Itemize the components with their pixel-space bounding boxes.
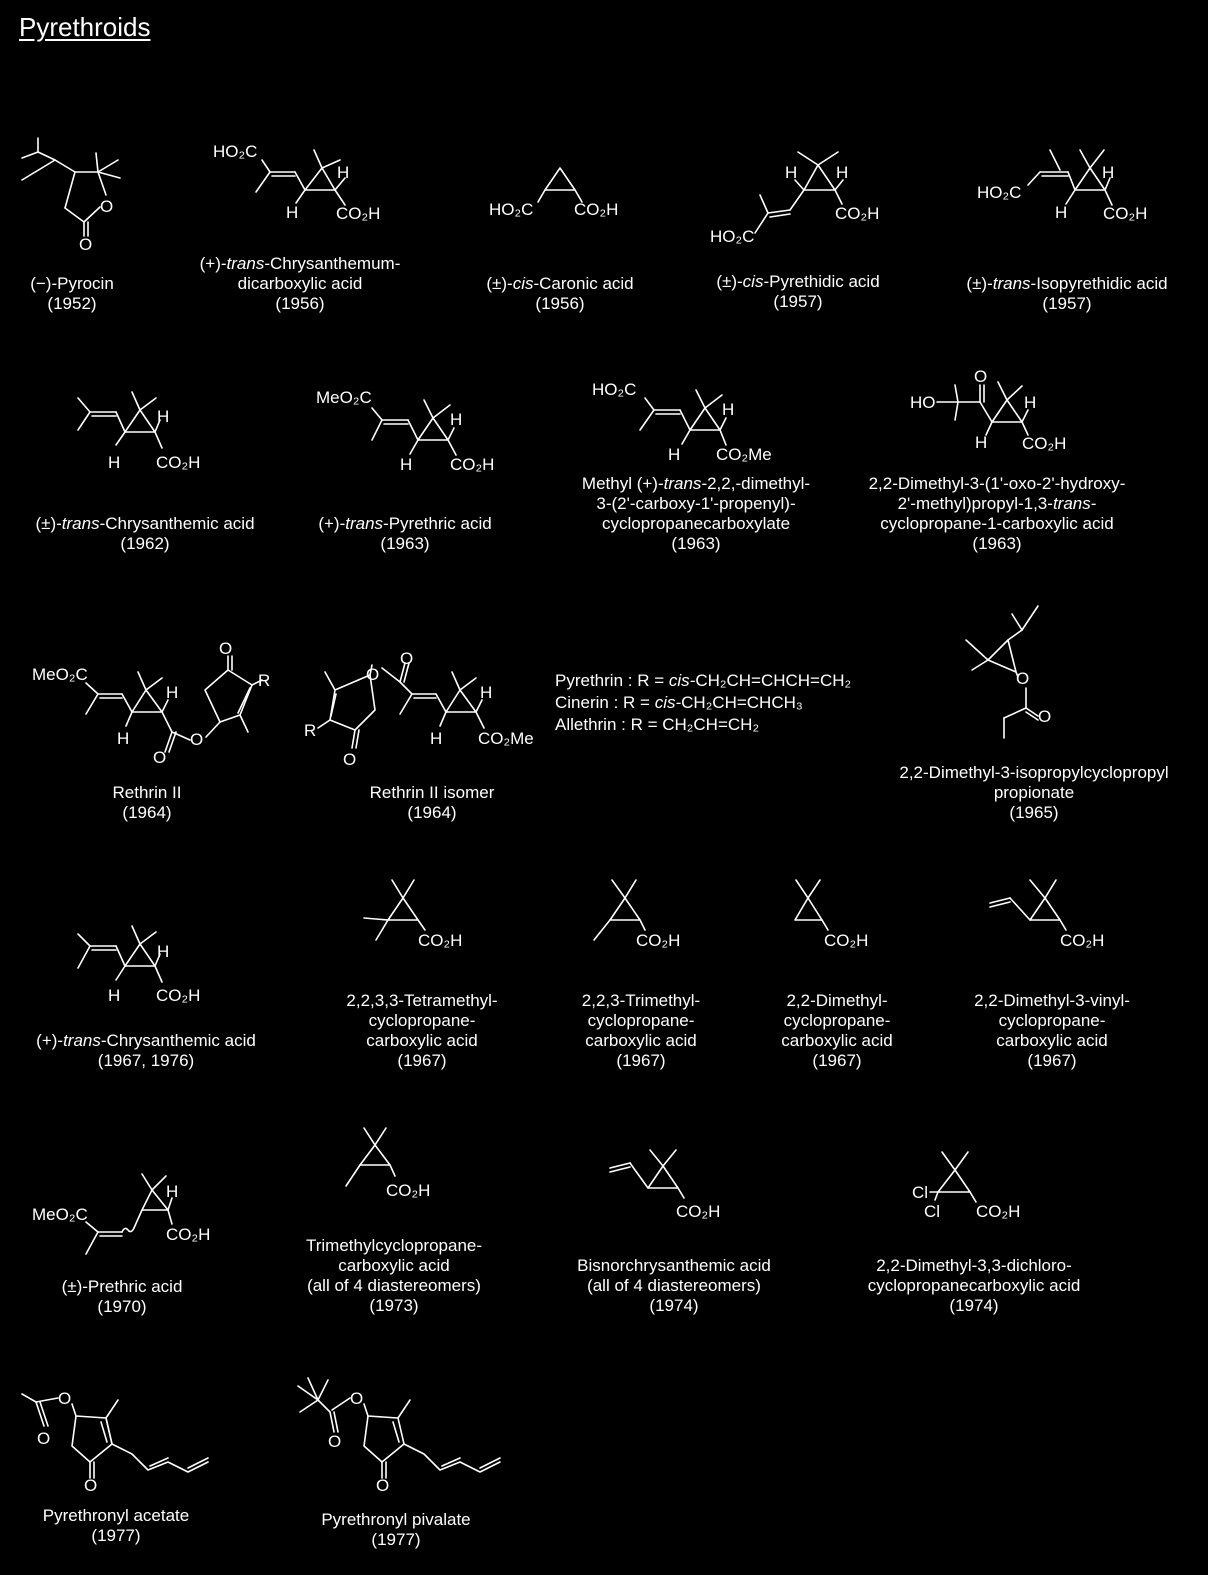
caption-line: (1974) <box>649 1296 699 1315</box>
caption-pyrocin <box>30 274 114 314</box>
structure-caronic <box>489 168 618 219</box>
caption-line: (±)-trans-Isopyrethidic acid <box>966 274 1168 293</box>
atom-o: O <box>1016 669 1030 688</box>
caption-line: (1967) <box>616 1051 666 1070</box>
caption-line: (1956) <box>535 294 585 313</box>
structure-vinyl <box>990 880 1104 950</box>
atom-h: H <box>108 453 121 472</box>
caption-line: (1957) <box>1042 294 1092 313</box>
caption-line: (1964) <box>407 803 457 822</box>
caption-line: (all of 4 diastereomers) <box>307 1276 481 1295</box>
atom-h: H <box>722 400 735 419</box>
structure-pyrethidic <box>710 152 879 246</box>
atom-r: R <box>304 721 317 740</box>
caption-line: 2'-methyl)propyl-1,3-trans- <box>897 494 1097 513</box>
caption-chrysanthemic-1967 <box>36 1031 256 1071</box>
italic-descriptor: trans <box>992 274 1031 293</box>
caption-line: Methyl (+)-trans-2,2,-dimethyl- <box>581 474 811 493</box>
atom-h: H <box>166 1182 179 1201</box>
atom-o: O <box>328 1432 342 1451</box>
structure-isopyrethidic <box>977 150 1147 223</box>
caption-rethrin-ii <box>113 783 182 823</box>
r-group-line <box>555 670 851 692</box>
atom-meo2c: MeO₂C <box>32 665 88 684</box>
caption-line: 2,2,3-Trimethyl- <box>581 991 701 1010</box>
caption-vinyl <box>974 991 1130 1071</box>
caption-line: (1967) <box>1027 1051 1077 1070</box>
caption-prethric <box>62 1277 183 1317</box>
structure-trimethylcyclopropane <box>346 1128 430 1200</box>
caption-line: Pyrethronyl acetate <box>42 1506 190 1525</box>
structure-rethrin-ii <box>32 639 270 767</box>
r-group-prefix: cis- <box>654 693 682 712</box>
caption-line: (1977) <box>91 1526 141 1545</box>
caption-line: cyclopropane- <box>368 1011 476 1030</box>
r-group-formula: CH₂CH=CHCH₃ <box>681 693 803 712</box>
caption-line: Rethrin II isomer <box>369 783 495 802</box>
atom-co2h: CO₂H <box>636 931 681 950</box>
caption-line: carboxylic acid <box>781 1031 893 1050</box>
atom-o: O <box>400 649 414 668</box>
caption-line: (1967) <box>397 1051 447 1070</box>
caption-line: (±)-Prethric acid <box>61 1277 183 1296</box>
caption-bisnorchrysanthemic <box>577 1256 771 1316</box>
caption-line: (1964) <box>122 803 172 822</box>
caption-line: carboxylic acid <box>585 1031 697 1050</box>
atom-co2h: CO₂H <box>835 204 880 223</box>
caption-pyrethronyl-acetate <box>43 1506 189 1546</box>
structure-trimethyl <box>594 880 680 950</box>
caption-line: (1952) <box>47 294 97 313</box>
atom-o: O <box>84 1476 98 1495</box>
caption-line: 2,2-Dimethyl-3-vinyl- <box>974 991 1130 1010</box>
caption-line: (1963) <box>671 534 721 553</box>
caption-line: (1963) <box>380 534 430 553</box>
caption-line: (1973) <box>369 1296 419 1315</box>
atom-o: O <box>190 730 204 749</box>
atom-co2h: CO₂H <box>676 1202 721 1221</box>
atom-h: H <box>1102 163 1115 182</box>
caption-line: cyclopropane- <box>783 1011 891 1030</box>
atom-h: H <box>430 729 443 748</box>
caption-line: (+)-trans-Chrysanthemum- <box>199 254 401 273</box>
caption-line: (+)-trans-Chrysanthemic acid <box>36 1031 256 1050</box>
atom-co2me: CO₂Me <box>716 445 772 464</box>
atom-ho2c: HO₂C <box>710 227 755 246</box>
italic-descriptor: trans <box>226 254 265 273</box>
atom-o: O <box>58 1389 72 1408</box>
atom-co2h: CO₂H <box>336 204 381 223</box>
atom-h: H <box>337 163 350 182</box>
caption-pyrethidic <box>716 272 879 312</box>
atom-o: O <box>153 748 167 767</box>
r-group-name: Pyrethrin : R = <box>555 671 669 690</box>
caption-line: (±)-cis-Caronic acid <box>486 274 634 293</box>
atom-co2h: CO₂H <box>1060 931 1105 950</box>
italic-descriptor: cis <box>742 272 764 291</box>
caption-rethrin-ii-isomer <box>370 783 495 823</box>
caption-line: (1963) <box>972 534 1022 553</box>
caption-methyl-carboxypropenyl <box>582 474 810 554</box>
caption-line: Bisnorchrysanthemic acid <box>577 1256 771 1275</box>
page-title: Pyrethroids <box>19 12 151 42</box>
caption-line: cyclopropanecarboxylate <box>601 514 791 533</box>
caption-line: cyclopropane-1-carboxylic acid <box>880 514 1114 533</box>
structure-pyrocin <box>22 138 120 254</box>
atom-o: O <box>350 1389 364 1408</box>
r-group-name: Cinerin : R = <box>555 693 655 712</box>
structure-bisnorchrysanthemic <box>610 1150 720 1221</box>
caption-trimethyl <box>582 991 700 1071</box>
atom-h: H <box>166 683 179 702</box>
atom-o: O <box>376 1476 390 1495</box>
atom-h: H <box>668 445 681 464</box>
caption-line: Rethrin II <box>112 783 182 802</box>
caption-line: (1977) <box>371 1530 421 1549</box>
r-group-legend <box>555 670 851 736</box>
atom-cl: Cl <box>924 1202 941 1221</box>
atom-co2h: CO₂H <box>166 1225 211 1244</box>
structure-rethrin-ii-isomer <box>304 649 534 769</box>
caption-line: 3-(2'-carboxy-1'-propenyl)- <box>596 494 796 513</box>
caption-line: 2,2-Dimethyl- <box>786 991 888 1010</box>
italic-descriptor: cis <box>512 274 534 293</box>
atom-h: H <box>286 203 299 222</box>
caption-line: (1965) <box>1009 803 1059 822</box>
atom-o: O <box>974 367 988 386</box>
atom-ho2c: HO₂C <box>592 380 637 399</box>
atom-h: H <box>157 407 170 426</box>
caption-line: (−)-Pyrocin <box>30 274 114 293</box>
atom-h: H <box>836 163 849 182</box>
atom-co2h: CO₂H <box>574 200 619 219</box>
atom-r: R <box>258 671 271 690</box>
atom-co2h: CO₂H <box>156 453 201 472</box>
italic-descriptor: trans <box>61 514 100 533</box>
caption-pyrethronyl-pivalate <box>321 1510 470 1550</box>
caption-line: Pyrethronyl pivalate <box>321 1510 471 1529</box>
atom-meo2c: MeO₂C <box>32 1205 88 1224</box>
atom-h: H <box>157 942 170 961</box>
structure-pyrethronyl-pivalate <box>298 1378 500 1495</box>
caption-line: dicarboxylic acid <box>237 274 363 293</box>
atom-h: H <box>450 410 463 429</box>
atom-h: H <box>1055 203 1068 222</box>
caption-line: (±)-cis-Pyrethidic acid <box>716 272 880 291</box>
structure-chrysanthemumdicarboxylic <box>213 142 380 223</box>
caption-chrysanthemumdicarboxylic <box>200 254 401 314</box>
caption-line: (1970) <box>97 1297 147 1316</box>
atom-meo2c: MeO₂C <box>316 388 372 407</box>
caption-line: 2,2-Dimethyl-3-isopropylcyclopropyl <box>899 763 1169 782</box>
atom-co2h: CO₂H <box>156 986 201 1005</box>
atom-o: O <box>343 750 357 769</box>
caption-line: (1967, 1976) <box>97 1051 195 1070</box>
italic-descriptor: trans <box>663 474 702 493</box>
atom-h: H <box>480 683 493 702</box>
caption-oxo-hydroxy <box>869 474 1126 554</box>
caption-trimethylcyclopropane <box>306 1236 482 1316</box>
atom-o: O <box>79 235 93 254</box>
atom-o: O <box>100 197 114 216</box>
caption-line: carboxylic acid <box>996 1031 1108 1050</box>
italic-descriptor: trans <box>1052 494 1091 513</box>
structure-dichloro <box>912 1152 1020 1221</box>
structure-prethric <box>32 1174 210 1254</box>
atom-ho2c: HO₂C <box>489 200 534 219</box>
caption-line: (+)-trans-Pyrethric acid <box>318 514 492 533</box>
caption-line: 2,2-Dimethyl-3,3-dichloro- <box>876 1256 1072 1275</box>
structure-chrysanthemic-1967 <box>78 926 200 1005</box>
caption-isopyrethidic <box>966 274 1167 314</box>
italic-descriptor: trans <box>63 1031 101 1050</box>
caption-line: 2,2-Dimethyl-3-(1'-oxo-2'-hydroxy- <box>868 474 1126 493</box>
caption-line: (1956) <box>275 294 325 313</box>
atom-ho2c: HO₂C <box>977 183 1022 202</box>
structure-methyl-carboxypropenyl <box>592 380 772 464</box>
atom-co2h: CO₂H <box>418 931 463 950</box>
r-group-formula: CH₂CH=CHCH=CH₂ <box>695 671 852 690</box>
atom-h: H <box>1024 393 1037 412</box>
structure-tetramethyl <box>364 880 462 950</box>
atom-co2h: CO₂H <box>450 455 495 474</box>
atom-co2h: CO₂H <box>386 1181 431 1200</box>
atom-co2me: CO₂Me <box>478 729 534 748</box>
structure-chrysanthemic-1962 <box>78 392 200 472</box>
structure-dimethyl <box>795 880 868 950</box>
caption-line: 2,2,3,3-Tetramethyl- <box>346 991 498 1010</box>
atom-o: O <box>366 665 380 684</box>
r-group-formula: CH₂CH=CH₂ <box>662 715 760 734</box>
caption-line: (1967) <box>812 1051 862 1070</box>
atom-co2h: CO₂H <box>824 931 869 950</box>
caption-dimethyl <box>781 991 893 1071</box>
r-group-line <box>555 692 851 714</box>
caption-line: (1957) <box>773 292 823 311</box>
structure-oxo-hydroxy <box>910 367 1066 453</box>
structure-isopropylcyclopropyl-propionate <box>966 606 1051 738</box>
caption-line: (1974) <box>949 1296 999 1315</box>
atom-cl: Cl <box>912 1183 929 1202</box>
atom-h: H <box>108 986 121 1005</box>
atom-ho: HO <box>910 393 936 412</box>
caption-chrysanthemic-1962 <box>35 514 254 554</box>
atom-co2h: CO₂H <box>976 1202 1021 1221</box>
caption-caronic <box>486 274 633 314</box>
atom-co2h: CO₂H <box>1103 204 1148 223</box>
structure-pyrethronyl-acetate <box>22 1389 208 1495</box>
atom-o: O <box>37 1429 51 1448</box>
caption-line: Trimethylcyclopropane- <box>305 1236 483 1255</box>
atom-o: O <box>219 639 233 658</box>
atom-h: H <box>117 729 130 748</box>
caption-isopropylcyclopropyl-propionate <box>899 763 1168 823</box>
atom-ho2c: HO₂C <box>213 142 258 161</box>
structure-pyrethric <box>316 388 494 474</box>
caption-line: cyclopropane- <box>587 1011 695 1030</box>
caption-line: (1962) <box>120 534 170 553</box>
caption-line: propionate <box>993 783 1075 802</box>
caption-dichloro <box>868 1256 1081 1316</box>
caption-line: cyclopropanecarboxylic acid <box>867 1276 1081 1295</box>
atom-o: O <box>1038 707 1052 726</box>
caption-line: cyclopropane- <box>998 1011 1106 1030</box>
italic-descriptor: trans <box>345 514 384 533</box>
caption-line: carboxylic acid <box>366 1031 478 1050</box>
atom-h: H <box>400 455 413 474</box>
caption-tetramethyl <box>346 991 497 1071</box>
atom-h: H <box>785 163 798 182</box>
r-group-line <box>555 714 851 736</box>
caption-line: (all of 4 diastereomers) <box>587 1276 761 1295</box>
caption-line: carboxylic acid <box>338 1256 450 1275</box>
atom-h: H <box>975 433 988 452</box>
r-group-prefix: cis- <box>668 671 696 690</box>
atom-co2h: CO₂H <box>1022 434 1067 453</box>
caption-pyrethric <box>318 514 491 554</box>
caption-line: (±)-trans-Chrysanthemic acid <box>35 514 255 533</box>
r-group-name: Allethrin : R = <box>555 715 663 734</box>
